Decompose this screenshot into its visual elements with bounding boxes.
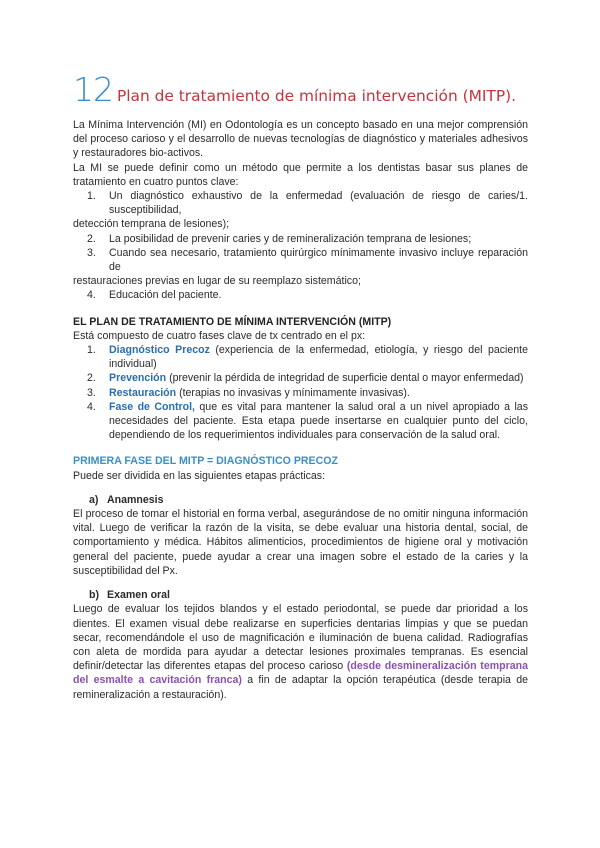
plan-heading: EL PLAN DE TRATAMIENTO DE MÍNIMA INTERVENCIÓN (MITP): [73, 315, 392, 328]
phase-name: Diagnóstico Precoz: [109, 344, 210, 357]
section-a-heading: a) Anamnesis: [89, 493, 164, 506]
list-item: 1. Diagnóstico Precoz (experiencia de la enfermedad, etiología, y riesgo del paciente individual): [87, 344, 528, 371]
chapter-number: 12: [73, 70, 113, 109]
intro-paragraph-1: La Mínima Intervención (MI) en Odontología es un concepto basado en una mejor comprensión del proceso carioso y el desarrollo de nuevas tecnologías de diagnóstico y materiales adhesivos y restauradores bio-activos.: [73, 119, 528, 160]
list-item: 2. La posibilidad de prevenir caries y de remineralización temprana de lesiones;: [87, 232, 472, 245]
list-item: 3. Cuando sea necesario, tratamiento quirúrgico mínimamente invasivo incluye reparación de: [87, 246, 528, 274]
list-item: 2. Prevención (prevenir la pérdida de integridad de superficie dental o mayor enfermedad): [87, 372, 524, 385]
intro-paragraph-2: La MI se puede definir como un método que permite a los dentistas basar sus planes de tratamiento en cuatro puntos clave:: [73, 161, 528, 188]
list-item: 4. Educación del paciente.: [87, 289, 222, 302]
highlight-text: (desde desmineralización temprana del esmalte a cavitación franca): [73, 660, 528, 687]
document-page: [73, 72, 528, 702]
list-item: 3. Restauración (terapias no invasivas y mínimamente invasivas).: [87, 386, 410, 399]
section-b-text: Luego de evaluar los tejidos blandos y el estado periodontal, se puede dar prioridad a los dientes. El examen visual debe realizarse en superficies dentarias limpias y que se puedan secar, recomendándole el uso de magnificación e iluminación de buena calidad. Radiografías con aleta de mordida para ayudar a detectar lesiones proximales tempranas. Es esencial definir/detectar las diferentes etapas del proceso carioso (desde desmineralización temprana del esmalte a cavitación franca) a fin de adaptar la opción terapéutica (desde terapia de remineralización a restauración).: [73, 603, 529, 701]
chapter-title: Plan de tratamiento de mínima intervención (MITP).: [117, 87, 516, 105]
first-phase-heading: PRIMERA FASE DEL MITP = DIAGNÓSTICO PRECOZ: [73, 455, 338, 468]
section-a-text: El proceso de tomar el historial en forma verbal, asegurándose de no omitir ninguna información vital. Luego de verificar la razón de la visita, se debe evaluar una historia dental, social, de comportamiento y médica. Hábitos alimenticios, procedimientos de higiene oral y motivación general del paciente, puede ayudar a crear una imagen sobre el estado de la caries y la susceptibilidad del Px.: [73, 508, 528, 577]
page-title: [73, 72, 528, 108]
phase-name: Prevención: [109, 372, 167, 385]
list-item: 4. Fase de Control, que es vital para mantener la salud oral a un nivel apropiado a las necesidades del paciente. Esta etapa puede insertarse en cualquier punto del ciclo, dependiendo de los requerimientos individuales para conservación de la salud oral.: [87, 400, 528, 442]
key-points-list: [73, 189, 528, 303]
plan-lead: Está compuesto de cuatro fases clave de tx centrado en el px:: [73, 329, 366, 342]
section-b-heading: b) Examen oral: [89, 589, 171, 602]
phase-name: Restauración: [109, 386, 177, 399]
phase-name: Fase de Control,: [109, 400, 195, 413]
first-phase-lead: Puede ser dividida en las siguientes etapas prácticas:: [73, 469, 326, 482]
list-item-continuation: restauraciones previas en lugar de su reemplazo sistemático;: [73, 275, 361, 288]
list-item: 1. Un diagnóstico exhaustivo de la enfermedad (evaluación de riesgo de caries/1. susceptibilidad,: [87, 190, 528, 217]
list-item-continuation: detección temprana de lesiones);: [73, 218, 230, 231]
phases-list: [73, 343, 528, 442]
